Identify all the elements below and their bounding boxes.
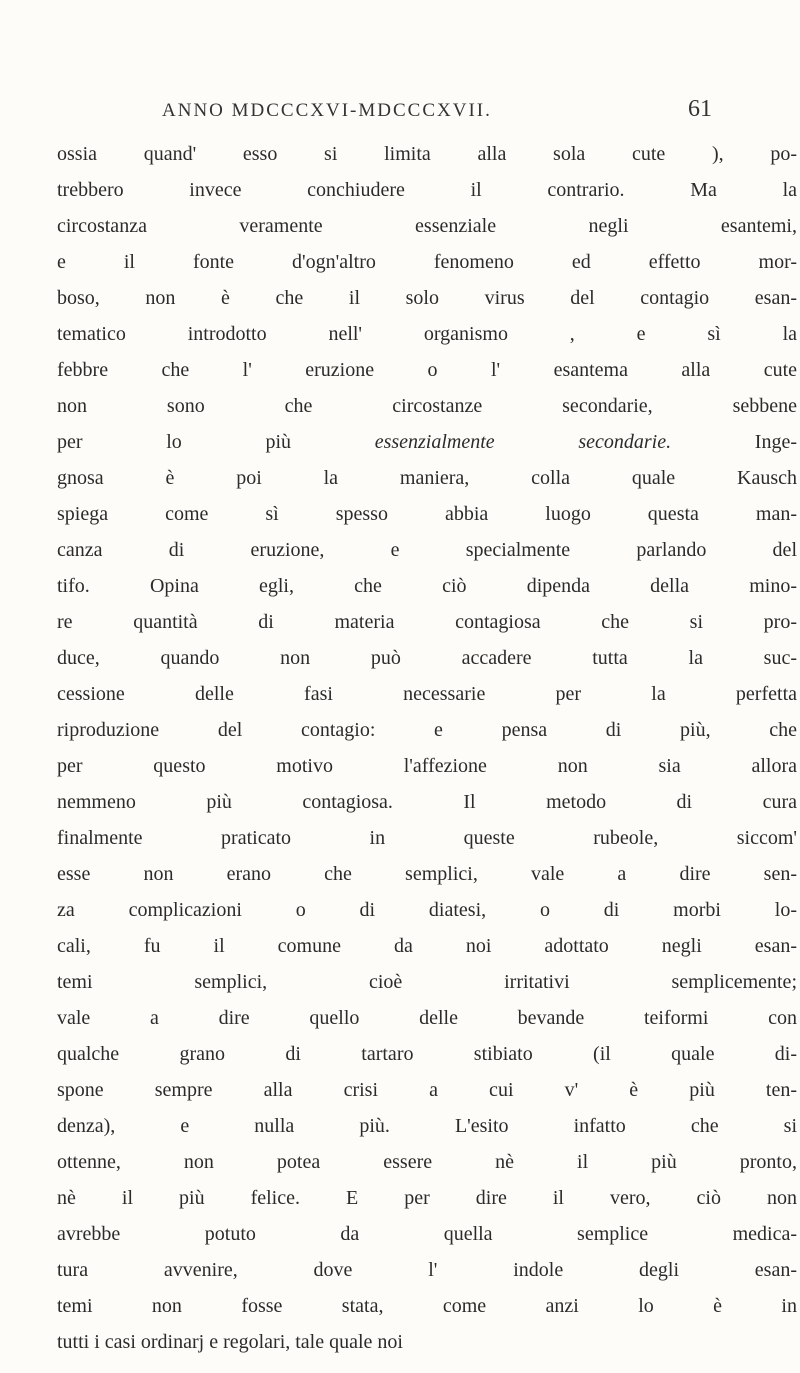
italic-emphasis: essenzialmente secondarie. bbox=[374, 431, 672, 453]
text-line: re quantità di materia contagiosa che si pro- bbox=[57, 611, 797, 633]
text-line: ossia quand' esso si limita alla sola cute ), po- bbox=[57, 143, 797, 165]
text-line: circostanza veramente essenziale negli esantemi, bbox=[57, 215, 797, 237]
text-line: tura avvenire, dove l' indole degli esan- bbox=[57, 1259, 797, 1281]
running-header: ANNO MDCCCXVI-MDCCCXVII. bbox=[162, 100, 492, 121]
text-line: tifo. Opina egli, che ciò dipenda della mino- bbox=[57, 575, 797, 597]
text-line: temi non fosse stata, come anzi lo è in bbox=[57, 1295, 797, 1317]
page-number: 61 bbox=[688, 96, 712, 122]
text-line: ottenne, non potea essere nè il più pronto, bbox=[57, 1151, 797, 1173]
text-line: cessione delle fasi necessarie per la perfetta bbox=[57, 683, 797, 705]
text-line-with-italic bbox=[57, 424, 797, 460]
text-line: temi semplici, cioè irritativi semplicemente; bbox=[57, 971, 797, 993]
text-line: boso, non è che il solo virus del contagio esan- bbox=[57, 287, 797, 309]
text-line: spiega come sì spesso abbia luogo questa man- bbox=[57, 503, 797, 525]
text-line: trebbero invece conchiudere il contrario. Ma la bbox=[57, 179, 797, 201]
text-line: febbre che l' eruzione o l' esantema alla cute bbox=[57, 359, 797, 381]
text-line: za complicazioni o di diatesi, o di morbi lo- bbox=[57, 899, 797, 921]
text-line: esse non erano che semplici, vale a dire sen- bbox=[57, 863, 797, 885]
text-line: duce, quando non può accadere tutta la suc- bbox=[57, 647, 797, 669]
text-line: tematico introdotto nell' organismo , e sì la bbox=[57, 323, 797, 345]
text-line: canza di eruzione, e specialmente parlando del bbox=[57, 539, 797, 561]
text-line: denza), e nulla più. L'esito infatto che si bbox=[57, 1115, 797, 1137]
text-line: non sono che circostanze secondarie, sebbene bbox=[57, 395, 797, 417]
text-line: nemmeno più contagiosa. Il metodo di cura bbox=[57, 791, 797, 813]
text-line: e il fonte d'ogn'altro fenomeno ed effetto mor- bbox=[57, 251, 797, 273]
text-line: gnosa è poi la maniera, colla quale Kausch bbox=[57, 467, 797, 489]
text-line: spone sempre alla crisi a cui v' è più ten- bbox=[57, 1079, 797, 1101]
text-line: qualche grano di tartaro stibiato (il quale di- bbox=[57, 1043, 797, 1065]
text-segment: Inge- bbox=[671, 431, 797, 453]
text-line: cali, fu il comune da noi adottato negli esan- bbox=[57, 935, 797, 957]
text-line: per questo motivo l'affezione non sia allora bbox=[57, 755, 797, 777]
text-line: avrebbe potuto da quella semplice medica- bbox=[57, 1223, 797, 1245]
text-line: riproduzione del contagio: e pensa di più, che bbox=[57, 719, 797, 741]
text-segment: per lo più bbox=[57, 431, 375, 453]
text-line: finalmente praticato in queste rubeole, siccom' bbox=[57, 827, 797, 849]
body-text bbox=[57, 136, 797, 1360]
text-line: vale a dire quello delle bevande teiformi con bbox=[57, 1007, 797, 1029]
text-line: nè il più felice. E per dire il vero, ciò non bbox=[57, 1187, 797, 1209]
text-line: tutti i casi ordinarj e regolari, tale quale noi bbox=[57, 1331, 403, 1353]
